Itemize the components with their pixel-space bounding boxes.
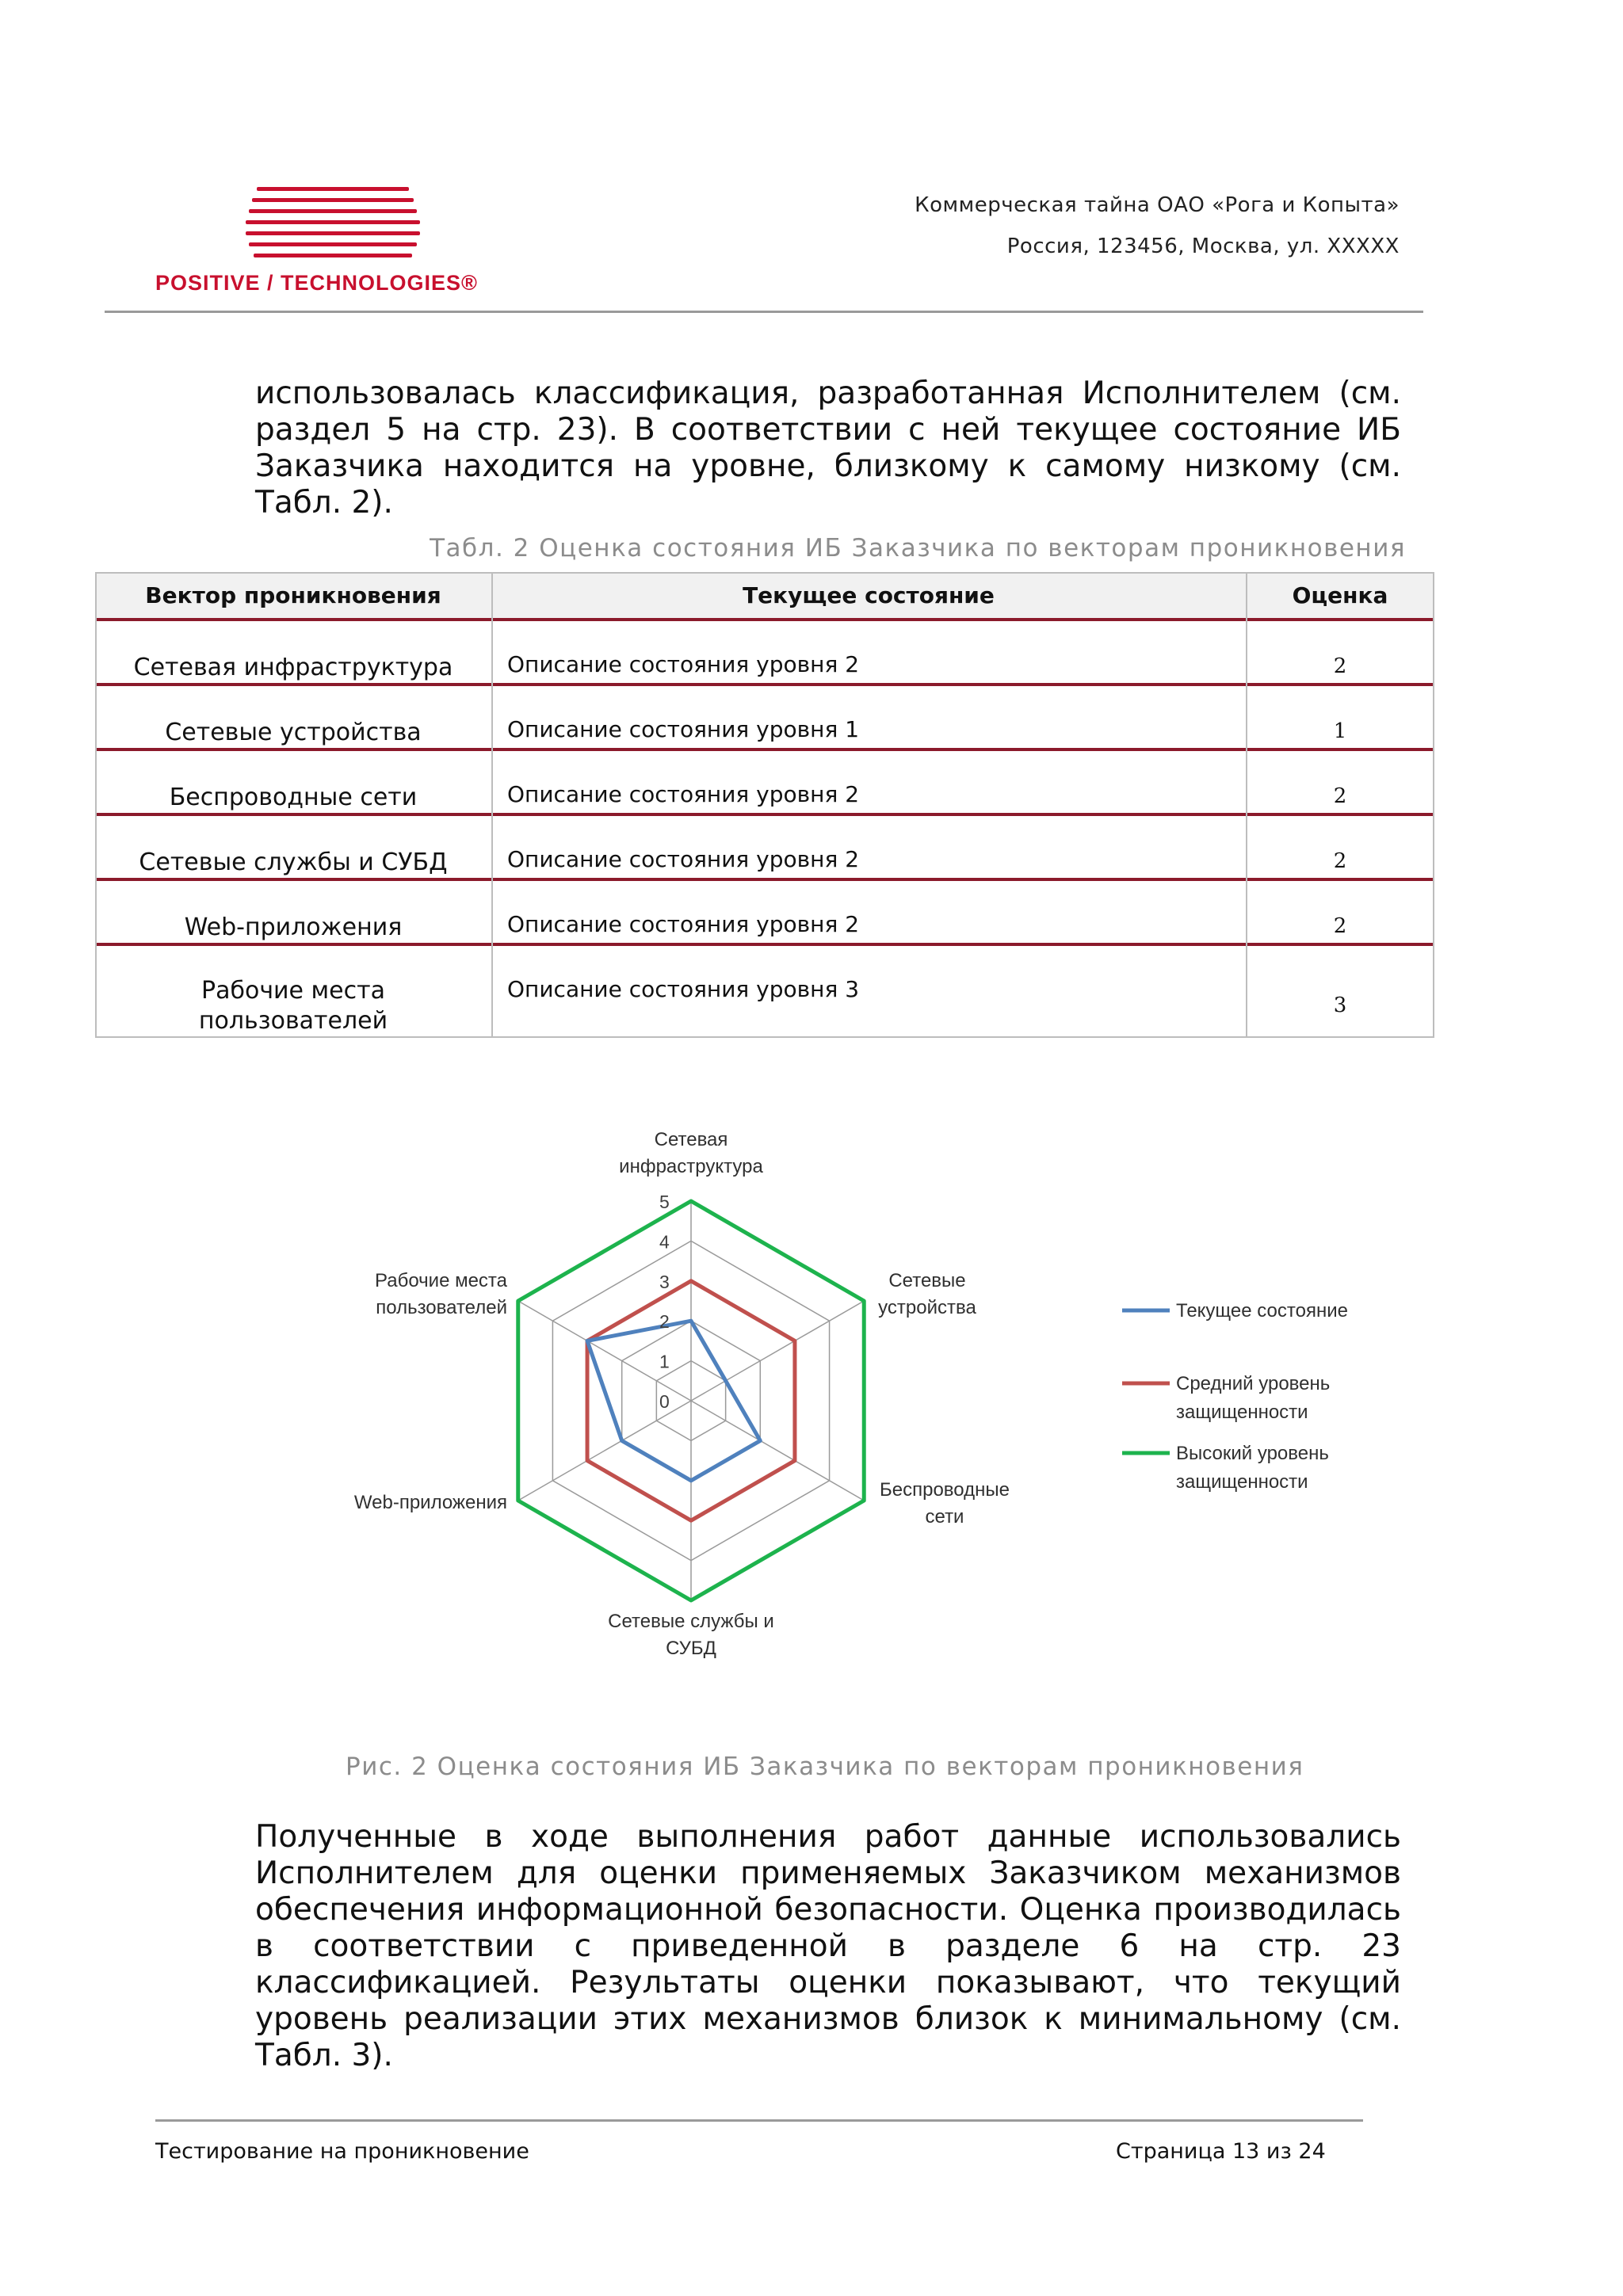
- radar-axis-label: пользователей: [376, 1297, 507, 1318]
- header-confidential: Коммерческая тайна ОАО «Рога и Копыта»: [915, 193, 1400, 217]
- radar-axis-label: СУБД: [666, 1638, 716, 1659]
- table-row-score: 2: [1333, 784, 1347, 808]
- legend-entry: Средний уровень: [1176, 1373, 1331, 1394]
- table-row-score: 2: [1333, 914, 1347, 938]
- radar-axis-label: устройства: [878, 1297, 976, 1318]
- radar-tick-label: 5: [659, 1192, 670, 1212]
- closing-paragraph: Полученные в ходе выполнения работ данные использовались Исполнителем для оценки применяемых Заказчиком механизмов обеспечения информационной безопасности. Оценка производилась в соответствии с приведенной в разделе 6 на стр. 23 классификацией. Результаты оценки показывают, что текущий уровень реализации этих механизмов близок к минимальному (см. Табл. 3).: [255, 1819, 1401, 2073]
- radar-tick-label: 1: [659, 1351, 670, 1372]
- radar-axis-label: Сетевые: [888, 1270, 966, 1291]
- figure-caption: Рис. 2 Оценка состояния ИБ Заказчика по векторам проникновения: [346, 1753, 1304, 1781]
- legend-entry: Текущее состояние: [1176, 1300, 1348, 1322]
- table-row-state: Описание состояния уровня 2: [507, 651, 860, 677]
- table-row-vector: Сетевые службы и СУБД: [139, 849, 448, 876]
- table-caption: Табл. 2 Оценка состояния ИБ Заказчика по векторам проникновения: [430, 534, 1406, 563]
- radar-axis-label: Беспроводные: [880, 1479, 1010, 1501]
- radar-tick-label: 2: [659, 1311, 670, 1333]
- table-row-state: Описание состояния уровня 2: [507, 846, 860, 872]
- header-address: Россия, 123456, Москва, ул. ХХХХХ: [1006, 235, 1400, 258]
- radar-tick-label: 0: [659, 1391, 670, 1412]
- footer-divider: [155, 2119, 1363, 2122]
- radar-axis-label: Рабочие места: [375, 1270, 507, 1291]
- radar-axis-label: сети: [925, 1506, 964, 1527]
- table-row-vector: Рабочие места пользователей: [198, 977, 388, 1035]
- table-row-vector: Сетевая инфраструктура: [133, 654, 453, 681]
- table-row-vector: Web-приложения: [184, 913, 403, 941]
- radar-axis-label: инфраструктура: [619, 1156, 763, 1177]
- table-header-state: Текущее состояние: [491, 572, 1246, 618]
- table-row-state: Описание состояния уровня 2: [507, 911, 860, 937]
- table-header-vector: Вектор проникновения: [95, 572, 491, 618]
- radar-chart: [317, 1109, 1379, 1695]
- legend-entry: защищенности: [1176, 1402, 1308, 1423]
- radar-tick-label: 4: [659, 1231, 670, 1253]
- intro-paragraph: использовалась классификация, разработанная Исполнителем (см. раздел 5 на стр. 23). В соответствии с ней текущее состояние ИБ Заказчика находится на уровне, близкому к самому низкому (см. Табл. 2).: [255, 376, 1401, 521]
- radar-axis-label: Web-приложения: [353, 1492, 507, 1513]
- table-row-state: Описание состояния уровня 3: [507, 976, 860, 1002]
- table-row-vector: Беспроводные сети: [169, 784, 418, 811]
- footer-page-number: Страница 13 из 24: [1116, 2139, 1326, 2164]
- radar-spoke: [518, 1401, 691, 1501]
- header-divider: [105, 311, 1423, 313]
- radar-tick-label: 3: [659, 1271, 670, 1292]
- table-row-vector: Сетевые устройства: [165, 719, 422, 746]
- radar-spoke: [691, 1301, 864, 1401]
- company-logo: POSITIVE / TECHNOLOGIES®: [155, 271, 478, 295]
- radar-series-line: [587, 1321, 760, 1481]
- table-row-score: 2: [1333, 654, 1347, 678]
- table-row-score: 2: [1333, 849, 1347, 873]
- footer-title: Тестирование на проникновение: [155, 2139, 529, 2164]
- legend-entry: защищенности: [1176, 1471, 1308, 1493]
- radar-axis-label: Сетевая: [654, 1129, 728, 1150]
- radar-spoke: [691, 1401, 864, 1501]
- radar-axis-label: Сетевые службы и: [608, 1611, 774, 1632]
- table-header-score: Оценка: [1246, 572, 1434, 618]
- table-row-state: Описание состояния уровня 2: [507, 781, 860, 807]
- table-row-score: 1: [1333, 719, 1347, 743]
- table-row-state: Описание состояния уровня 1: [507, 716, 860, 742]
- table-row-score: 3: [1333, 994, 1347, 1017]
- legend-entry: Высокий уровень: [1176, 1443, 1329, 1464]
- assessment-table: [95, 572, 1434, 1038]
- logo-stripes: [246, 187, 420, 276]
